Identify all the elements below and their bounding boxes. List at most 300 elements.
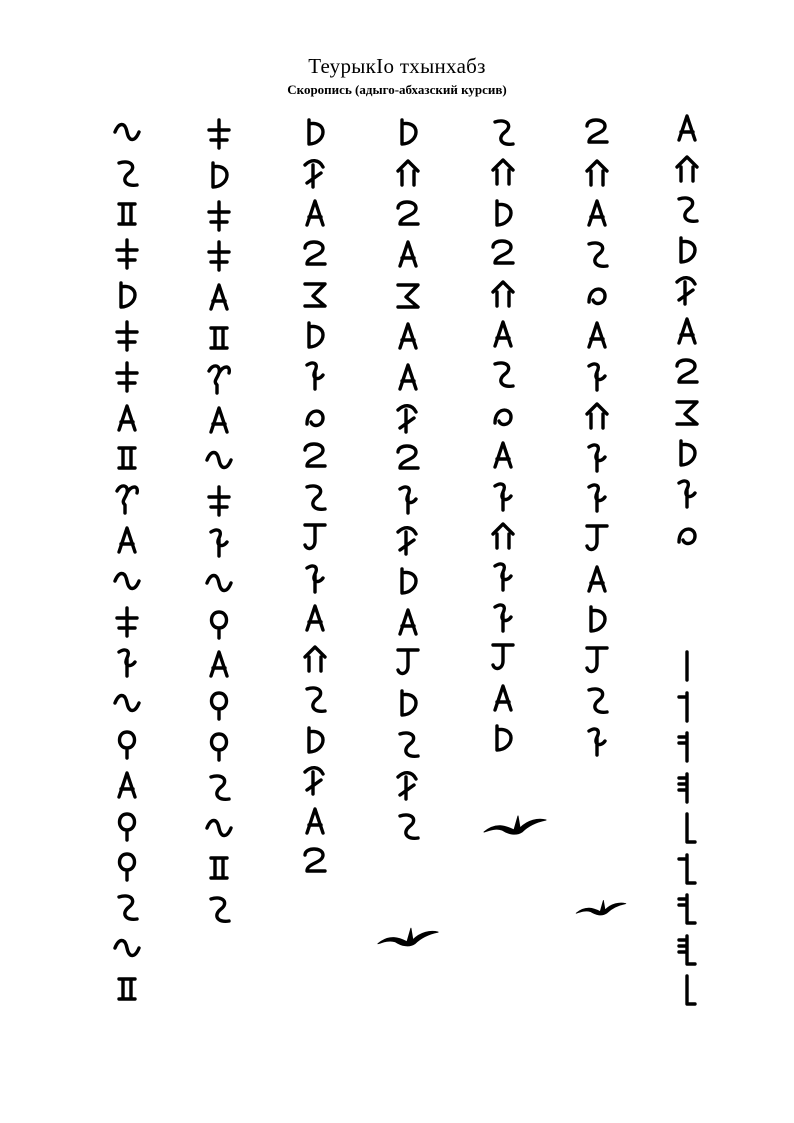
glyph-shape	[468, 556, 538, 596]
script-glyph	[562, 559, 632, 599]
script-glyph	[280, 598, 350, 638]
script-glyph	[373, 724, 443, 764]
glyph-shape	[652, 392, 722, 432]
script-glyph	[92, 724, 162, 764]
glyph-stroke	[305, 768, 323, 794]
glyph-shape	[92, 642, 162, 682]
glyph-shape	[652, 230, 722, 270]
glyph-stroke	[398, 650, 418, 673]
glyph-shape	[468, 354, 538, 394]
script-glyph	[652, 889, 722, 929]
glyph-shape	[280, 355, 350, 395]
glyph-stroke	[587, 120, 607, 142]
glyph-shape	[562, 437, 632, 477]
script-glyph	[280, 355, 350, 395]
script-glyph	[652, 849, 722, 889]
glyph-shape	[280, 274, 350, 314]
script-glyph	[562, 721, 632, 761]
glyph-stroke	[305, 647, 325, 671]
glyph-stroke	[587, 648, 607, 671]
glyph-stroke	[587, 404, 607, 428]
glyph-shape	[652, 514, 722, 554]
glyph-shape	[562, 112, 632, 152]
glyph-shape	[562, 315, 632, 355]
script-glyph	[280, 315, 350, 355]
glyph-stroke	[307, 606, 323, 630]
script-glyph	[562, 477, 632, 517]
glyph-shape	[373, 316, 443, 356]
glyph-shape	[562, 356, 632, 396]
glyph-shape	[184, 563, 254, 603]
script-glyph	[373, 194, 443, 234]
script-glyph	[92, 642, 162, 682]
glyph-shape	[373, 275, 443, 315]
script-glyph	[468, 193, 538, 233]
glyph-shape	[92, 928, 162, 968]
glyph-stroke	[117, 608, 137, 636]
glyph-stroke	[679, 733, 687, 761]
script-glyph	[468, 233, 538, 273]
script-glyph	[652, 149, 722, 189]
glyph-shape	[280, 153, 350, 193]
glyph-stroke	[309, 728, 323, 752]
glyph-shape	[373, 194, 443, 234]
script-glyph	[373, 520, 443, 560]
script-glyph	[562, 437, 632, 477]
glyph-stroke	[679, 693, 687, 721]
script-glyph	[280, 436, 350, 476]
glyph-shape	[652, 108, 722, 148]
glyph-stroke	[591, 607, 605, 631]
glyph-shape	[184, 481, 254, 521]
script-glyph	[468, 597, 538, 637]
glyph-shape	[184, 318, 254, 358]
glyph-shape	[92, 234, 162, 274]
glyph-stroke	[119, 204, 135, 224]
glyph-stroke	[398, 285, 418, 307]
script-glyph	[468, 354, 538, 394]
glyph-stroke	[402, 691, 416, 715]
glyph-shape	[184, 767, 254, 807]
script-glyph	[184, 808, 254, 848]
glyph-stroke	[209, 202, 229, 230]
glyph-stroke	[400, 733, 418, 756]
script-glyph	[373, 602, 443, 642]
script-glyph	[373, 153, 443, 193]
glyph-stroke	[679, 319, 695, 343]
glyph-shape	[184, 277, 254, 317]
script-glyph	[92, 194, 162, 234]
script-glyph	[280, 153, 350, 193]
script-glyph	[468, 395, 538, 435]
glyph-shape	[468, 476, 538, 516]
glyph-stroke	[398, 773, 416, 799]
script-glyph	[184, 196, 254, 236]
glyph-stroke	[589, 567, 605, 591]
glyph-stroke	[117, 363, 137, 391]
glyph-stroke	[119, 979, 135, 999]
script-glyph	[652, 473, 722, 513]
glyph-stroke	[400, 324, 416, 348]
script-glyph	[373, 316, 443, 356]
glyph-shape	[652, 352, 722, 392]
glyph-shape	[92, 683, 162, 723]
glyph-shape	[92, 398, 162, 438]
glyph-stroke	[309, 120, 323, 144]
glyph-stroke	[679, 116, 695, 140]
glyph-shape	[280, 477, 350, 517]
glyph-stroke	[211, 408, 227, 432]
glyph-stroke	[309, 323, 323, 347]
script-glyph	[184, 848, 254, 888]
glyph-shape	[92, 724, 162, 764]
glyph-stroke	[307, 485, 325, 508]
script-glyph	[562, 680, 632, 720]
script-glyph	[373, 561, 443, 601]
glyph-stroke	[677, 360, 697, 382]
glyph-shape	[468, 314, 538, 354]
script-glyph	[92, 969, 162, 1009]
glyph-shape	[92, 438, 162, 478]
glyph-shape	[184, 685, 254, 725]
glyph-stroke	[211, 858, 227, 878]
script-glyph	[184, 604, 254, 644]
script-glyph	[184, 563, 254, 603]
glyph-shape	[280, 598, 350, 638]
glyph-shape	[184, 604, 254, 644]
script-glyph	[184, 522, 254, 562]
glyph-shape	[652, 970, 722, 1010]
glyph-stroke	[587, 526, 607, 549]
glyph-stroke	[402, 120, 416, 144]
glyph-shape	[92, 153, 162, 193]
glyph-stroke	[211, 652, 227, 676]
glyph-shape	[562, 153, 632, 193]
glyph-stroke	[119, 896, 137, 919]
glyph-stroke	[307, 363, 323, 389]
glyph-stroke	[687, 976, 695, 1004]
glyph-stroke	[400, 815, 418, 838]
glyph-shape	[652, 311, 722, 351]
glyph-shape	[562, 518, 632, 558]
glyph-shape	[468, 112, 538, 152]
glyph-stroke	[211, 776, 229, 799]
glyph-stroke	[120, 732, 135, 758]
script-glyph	[468, 637, 538, 677]
glyph-stroke	[119, 528, 135, 552]
glyph-stroke	[589, 201, 605, 225]
glyph-stroke	[679, 774, 687, 802]
glyph-stroke	[211, 285, 227, 309]
glyph-stroke	[211, 898, 229, 921]
script-glyph	[468, 274, 538, 314]
script-glyph	[468, 476, 538, 516]
glyph-shape	[184, 726, 254, 766]
glyph-stroke	[679, 855, 695, 883]
script-glyph	[184, 889, 254, 929]
glyph-shape	[373, 806, 443, 846]
glyph-shape	[92, 846, 162, 886]
glyph-shape	[92, 969, 162, 1009]
script-glyph	[373, 357, 443, 397]
glyph-stroke	[679, 529, 695, 543]
glyph-stroke	[307, 566, 323, 592]
script-glyph	[280, 760, 350, 800]
script-glyph	[280, 558, 350, 598]
glyph-shape	[373, 479, 443, 519]
glyph-shape	[468, 718, 538, 758]
glyph-shape	[184, 644, 254, 684]
glyph-shape	[562, 234, 632, 274]
glyph-shape	[652, 149, 722, 189]
glyph-shape	[184, 359, 254, 399]
script-glyph	[562, 518, 632, 558]
glyph-shape	[184, 522, 254, 562]
script-glyph	[652, 392, 722, 432]
glyph-shape	[184, 236, 254, 276]
glyph-shape	[562, 640, 632, 680]
script-glyph	[280, 841, 350, 881]
script-glyph	[468, 678, 538, 718]
glyph-shape	[280, 234, 350, 274]
script-glyph	[92, 683, 162, 723]
glyph-shape	[373, 642, 443, 682]
glyph-shape	[92, 316, 162, 356]
glyph-shape	[652, 727, 722, 767]
glyph-stroke	[209, 487, 229, 515]
glyph-stroke	[687, 814, 695, 842]
glyph-stroke	[495, 410, 511, 424]
glyph-stroke	[305, 160, 323, 186]
glyph-stroke	[679, 198, 697, 221]
glyph-shape	[280, 315, 350, 355]
glyph-stroke	[589, 364, 605, 390]
glyph-stroke	[213, 163, 227, 187]
script-glyph	[373, 765, 443, 805]
script-glyph	[184, 767, 254, 807]
glyph-shape	[652, 270, 722, 310]
script-glyph	[280, 112, 350, 152]
script-glyph	[652, 433, 722, 473]
glyph-shape	[280, 801, 350, 841]
glyph-stroke	[212, 612, 227, 638]
script-glyph	[562, 153, 632, 193]
page-subtitle: Скоропись (адыго-абхазский курсив)	[287, 82, 507, 97]
script-glyph	[373, 806, 443, 846]
glyph-stroke	[589, 290, 605, 304]
glyph-stroke	[305, 444, 325, 466]
glyph-shape	[562, 396, 632, 436]
script-glyph	[184, 400, 254, 440]
script-glyph	[184, 359, 254, 399]
glyph-shape	[652, 646, 722, 686]
script-glyph	[562, 274, 632, 314]
glyph-stroke	[119, 650, 135, 676]
glyph-shape	[92, 806, 162, 846]
glyph-shape	[92, 602, 162, 642]
glyph-stroke	[589, 729, 605, 755]
glyph-stroke	[495, 363, 513, 386]
glyph-shape	[652, 889, 722, 929]
glyph-stroke	[305, 242, 325, 264]
script-glyph	[652, 768, 722, 808]
script-glyph	[652, 514, 722, 554]
glyph-stroke	[398, 161, 418, 185]
script-glyph	[280, 234, 350, 274]
script-glyph	[92, 438, 162, 478]
glyph-shape	[468, 152, 538, 192]
glyph-shape	[468, 597, 538, 637]
script-glyph	[652, 687, 722, 727]
script-glyph	[184, 318, 254, 358]
script-glyph	[652, 727, 722, 767]
glyph-shape	[652, 473, 722, 513]
glyph-shape	[373, 112, 443, 152]
script-glyph	[184, 726, 254, 766]
glyph-stroke	[398, 446, 418, 468]
glyph-shape	[184, 889, 254, 929]
glyph-stroke	[679, 936, 695, 964]
script-glyph	[280, 639, 350, 679]
script-glyph	[184, 114, 254, 154]
glyph-stroke	[207, 820, 231, 835]
script-glyph	[468, 435, 538, 475]
script-glyph	[92, 479, 162, 519]
bird-stroke	[484, 816, 546, 834]
glyph-stroke	[587, 161, 607, 185]
glyph-shape	[562, 477, 632, 517]
glyph-shape	[92, 561, 162, 601]
glyph-stroke	[211, 530, 227, 556]
glyph-shape	[280, 112, 350, 152]
glyph-stroke	[589, 323, 605, 347]
glyph-shape	[562, 680, 632, 720]
script-glyph	[92, 561, 162, 601]
glyph-stroke	[679, 895, 695, 923]
glyph-shape	[280, 193, 350, 233]
glyph-stroke	[207, 453, 231, 468]
glyph-shape	[373, 234, 443, 274]
glyph-stroke	[497, 201, 511, 225]
glyph-shape	[280, 760, 350, 800]
glyph-shape	[652, 768, 722, 808]
script-glyph	[92, 316, 162, 356]
script-glyph	[562, 112, 632, 152]
bird-shape	[376, 918, 440, 952]
glyph-stroke	[307, 201, 323, 225]
script-glyph	[184, 236, 254, 276]
glyph-stroke	[589, 445, 605, 471]
glyph-shape	[562, 599, 632, 639]
script-glyph	[562, 356, 632, 396]
glyph-stroke	[495, 322, 511, 346]
glyph-stroke	[495, 121, 513, 144]
script-glyph	[468, 516, 538, 556]
glyph-stroke	[402, 569, 416, 593]
script-glyph	[468, 314, 538, 354]
glyph-shape	[468, 637, 538, 677]
glyph-shape	[373, 765, 443, 805]
glyph-shape	[280, 436, 350, 476]
glyph-stroke	[493, 241, 513, 263]
glyph-shape	[468, 193, 538, 233]
glyph-stroke	[307, 809, 323, 833]
script-glyph	[280, 193, 350, 233]
glyph-stroke	[117, 240, 137, 268]
glyph-shape	[280, 396, 350, 436]
glyph-stroke	[115, 125, 139, 140]
glyph-shape	[468, 395, 538, 435]
script-glyph	[92, 765, 162, 805]
script-glyph	[92, 275, 162, 315]
glyph-stroke	[305, 284, 325, 306]
script-glyph	[652, 270, 722, 310]
glyph-stroke	[119, 162, 137, 185]
glyph-stroke	[400, 487, 416, 513]
script-glyph	[652, 808, 722, 848]
glyph-stroke	[120, 814, 135, 840]
script-glyph	[652, 646, 722, 686]
glyph-stroke	[209, 366, 229, 393]
script-glyph	[652, 230, 722, 270]
script-glyph	[652, 930, 722, 970]
script-glyph	[468, 718, 538, 758]
glyph-shape	[373, 357, 443, 397]
glyph-stroke	[117, 322, 137, 350]
glyph-shape	[373, 438, 443, 478]
glyph-shape	[184, 155, 254, 195]
script-glyph	[373, 112, 443, 152]
glyph-stroke	[495, 605, 511, 631]
glyph-stroke	[305, 849, 325, 871]
glyph-shape	[184, 114, 254, 154]
script-glyph	[562, 599, 632, 639]
glyph-shape	[280, 679, 350, 719]
glyph-stroke	[677, 278, 695, 304]
glyph-shape	[373, 561, 443, 601]
page-title: ТеурыкIо тхынхабз	[308, 54, 486, 78]
glyph-shape	[373, 398, 443, 438]
script-glyph	[468, 152, 538, 192]
script-glyph	[280, 396, 350, 436]
glyph-stroke	[681, 238, 695, 262]
glyph-stroke	[495, 564, 511, 590]
glyph-stroke	[493, 160, 513, 184]
glyph-stroke	[212, 734, 227, 760]
script-glyph	[92, 602, 162, 642]
glyph-shape	[652, 433, 722, 473]
glyph-stroke	[307, 411, 323, 425]
glyph-shape	[373, 153, 443, 193]
script-glyph	[373, 234, 443, 274]
script-glyph	[92, 357, 162, 397]
glyph-stroke	[119, 406, 135, 430]
script-glyph	[373, 642, 443, 682]
script-glyph	[92, 234, 162, 274]
glyph-stroke	[398, 202, 418, 224]
bird-shape	[572, 894, 630, 918]
script-glyph	[280, 477, 350, 517]
script-glyph	[562, 193, 632, 233]
script-glyph	[184, 277, 254, 317]
glyph-shape	[92, 357, 162, 397]
script-glyph	[652, 311, 722, 351]
glyph-stroke	[493, 645, 513, 668]
script-glyph	[92, 846, 162, 886]
script-glyph	[562, 396, 632, 436]
glyph-stroke	[212, 693, 227, 719]
glyph-shape	[373, 724, 443, 764]
